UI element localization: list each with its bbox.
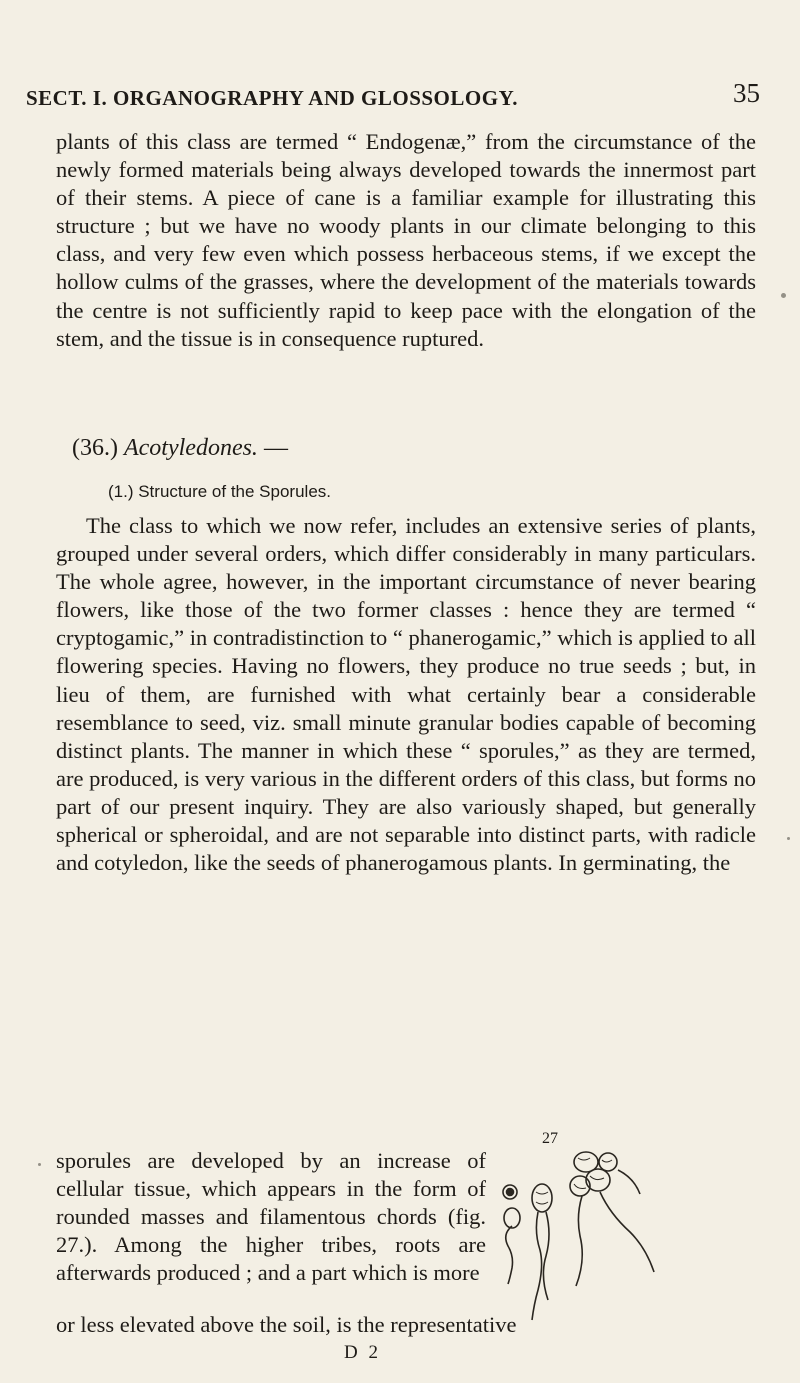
paragraph-acotyledones: The class to which we now refer, includes an extensive series of plants, grouped under several orders, which differ considerably in many particulars. The whole agree, however, in the important circumstance of never bearing flowers, like those of the two former classes : hence they are termed “ cryptogamic,” in contradistinction to “ phanerogamic,” which is applied to all flowering species. Having no flowers, they produce no true seeds ; but, in lieu of them, are furnished with what certainly bear a considerable resemblance to seed, viz. small minute granular bodies capable of becoming distinct plants. The manner in which these “ sporules,” as they are termed, are produced, is very various in the different orders of this class, but forms no part of our present inquiry. They are also variously shaped, but generally spherical or spheroidal, and are not separable into distinct parts, with radicle and cotyledon, like the seeds of phanerogamous plants. In germinating, the [56,513,756,876]
sporule-filament-1 [506,1226,513,1284]
section-title: Acotyledones. [123,435,258,461]
sporule-filament-2 [576,1196,582,1286]
running-head-title: SECT. I. ORGANOGRAPHY AND GLOSSOLOGY. [26,86,519,110]
subsection-heading: (1.) Structure of the Sporules. [108,482,331,501]
paragraph-endogenae-text: plants of this class are termed “ Endogenæ,” from the circumstance of the newly formed materials being always developed towards the innermost part of their stems. A piece of cane is a familiar example for illustrating this structure ; but we have no woody plants in our climate belonging to this class, and very few even which possess herbaceous stems, if we except the hollow culms of the grasses, where the development of the materials towards the centre is not sufficiently rapid to keep pace with the elongation of the stem, and the tissue is in consequence ruptured. [56,129,756,351]
section-number: (36.) [72,435,118,461]
page-number: 35 [733,78,760,108]
signature-mark: D 2 [344,1342,381,1363]
figure-number: 27 [542,1130,558,1147]
section-heading [72,435,288,462]
paragraph-sporules-wrap: sporules are developed by an increase of cellular tissue, which appears in the form of rounded masses and filamentous chords (fig. 27.). Among the higher tribes, roots are afterwards produced ; and a part which is more [56,1148,486,1286]
paragraph-endogenae [56,128,756,353]
page-speck [781,293,786,298]
section-dash: — [263,435,288,461]
sporule-germination-illustration [490,1140,730,1330]
sporule-mass-1 [532,1184,552,1212]
page-speck [38,1163,41,1166]
running-head [26,78,760,114]
paragraph-tail: or less elevated above the soil, is the representative [56,1312,517,1337]
page-speck [787,837,790,840]
